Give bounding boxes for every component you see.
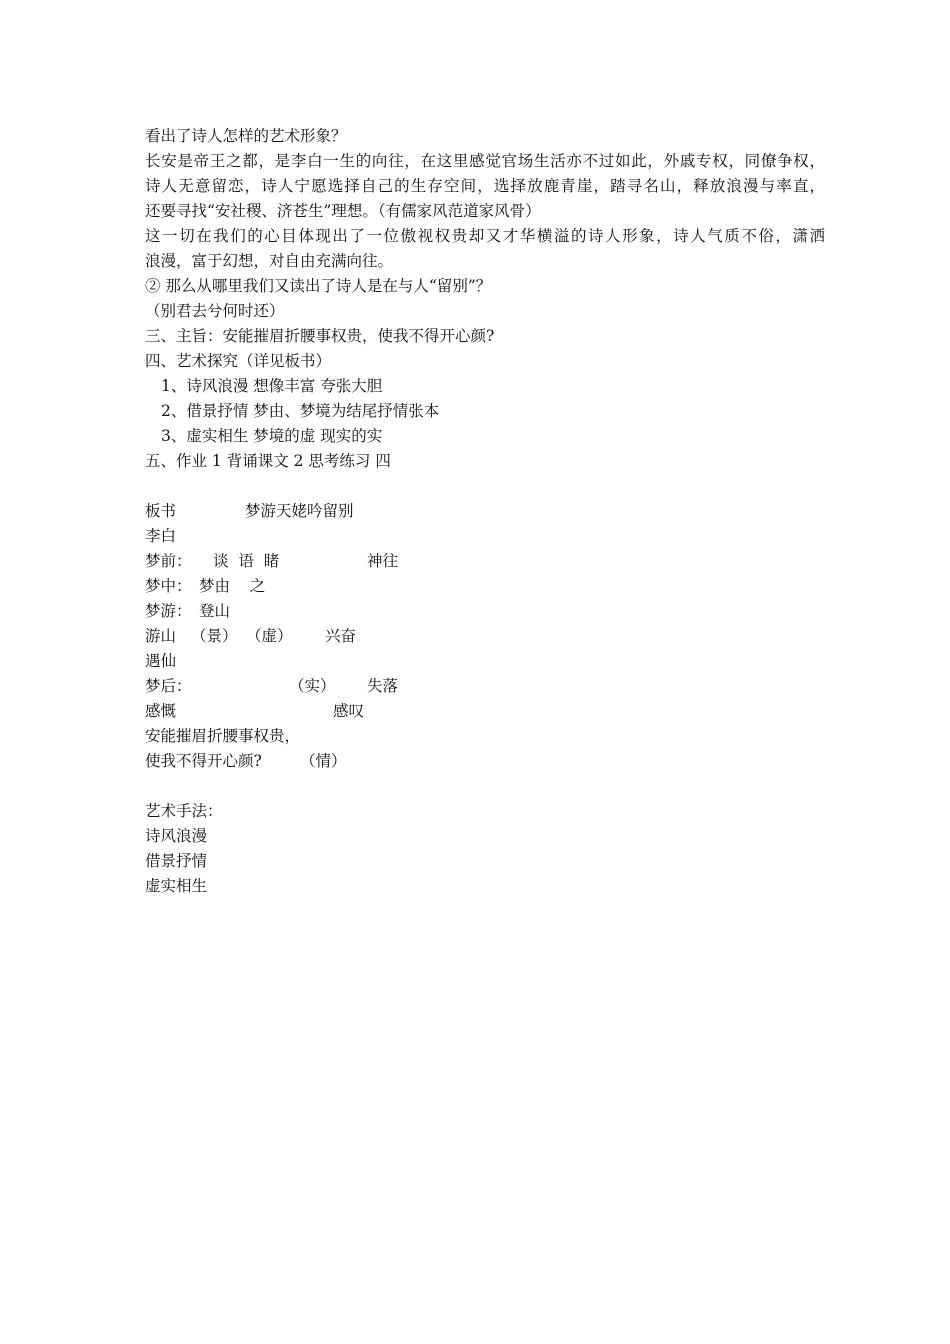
technique-item: 借景抒情 (145, 852, 208, 870)
mountain-feeling: 兴奋 (325, 627, 357, 645)
emotion-label: 感慨 (145, 702, 177, 720)
intro-paragraph-line: 还要寻找“安社稷、济苍生”理想。（有儒家风范道家风骨） (145, 202, 541, 220)
farewell-question: ② 那么从哪里我们又读出了诗人是在与人“留别”？ (145, 277, 492, 295)
techniques-title: 艺术手法： (145, 802, 223, 820)
board-author: 李白 (145, 527, 177, 545)
homework-heading: 五、作业 1 背诵课文 2 思考练习 四 (145, 452, 391, 470)
art-item: 1、诗风浪漫 想像丰富 夸张大胆 (161, 377, 383, 395)
art-item: 3、虚实相生 梦境的虚 现实的实 (161, 427, 383, 445)
after-label: 梦后： (145, 677, 192, 695)
travel-label: 梦游： (145, 602, 192, 620)
board-middle-row (145, 574, 825, 599)
before-items: 谈 语 睹 (213, 552, 280, 570)
intro-paragraph-line: 长安是帝王之都，是李白一生的向往，在这里感觉官场生活亦不过如此，外戚专权，同僚争权， (145, 152, 825, 170)
quote-tag: （情） (300, 752, 347, 770)
board-title-row (145, 499, 825, 524)
middle-items: 梦由 之 (199, 577, 266, 595)
mountain-scene: （景） (191, 627, 238, 645)
technique-item: 虚实相生 (145, 877, 208, 895)
after-real: （实） (289, 677, 336, 695)
board-mountain-row (145, 624, 825, 649)
technique-item: 诗风浪漫 (145, 827, 208, 845)
spacer (145, 774, 825, 799)
travel-items: 登山 (199, 602, 231, 620)
theme-heading: 三、主旨：安能摧眉折腰事权贵，使我不得开心颜? (145, 327, 495, 345)
mountain-virtual: （虚） (246, 627, 293, 645)
art-heading: 四、艺术探究（详见板书） (145, 352, 332, 370)
board-quote-row (145, 749, 825, 774)
mountain-label: 游山 (145, 627, 177, 645)
board-after-row (145, 674, 825, 699)
board-label: 板书 (145, 502, 177, 520)
image-paragraph-line: 浪漫，富于幻想，对自由充满向往。 (145, 252, 394, 270)
middle-label: 梦中： (145, 577, 192, 595)
board-quote-line: 使我不得开心颜? (145, 752, 262, 770)
board-emotion-row (145, 699, 825, 724)
intro-question: 看出了诗人怎样的艺术形象？ (145, 127, 347, 145)
emotion-feeling: 感叹 (333, 702, 365, 720)
board-title: 梦游天姥吟留别 (245, 502, 354, 520)
art-item: 2、借景抒情 梦由、梦境为结尾抒情张本 (161, 402, 440, 420)
document-page (145, 124, 825, 899)
before-feeling: 神往 (367, 552, 399, 570)
board-quote-line: 安能摧眉折腰事权贵， (145, 727, 301, 745)
board-immortal: 遇仙 (145, 652, 177, 670)
spacer (145, 474, 825, 499)
image-paragraph-line: 这一切在我们的心目体现出了一位傲视权贵却又才华横溢的诗人形象，诗人气质不俗，潇洒 (145, 227, 825, 245)
after-feeling: 失落 (367, 677, 399, 695)
farewell-answer: （别君去兮何时还） (145, 302, 285, 320)
intro-paragraph-line: 诗人无意留恋，诗人宁愿选择自己的生存空间，选择放鹿青崖，踏寻名山，释放浪漫与率直， (145, 177, 825, 195)
board-travel-row (145, 599, 825, 624)
board-before-row (145, 549, 825, 574)
before-label: 梦前： (145, 552, 192, 570)
